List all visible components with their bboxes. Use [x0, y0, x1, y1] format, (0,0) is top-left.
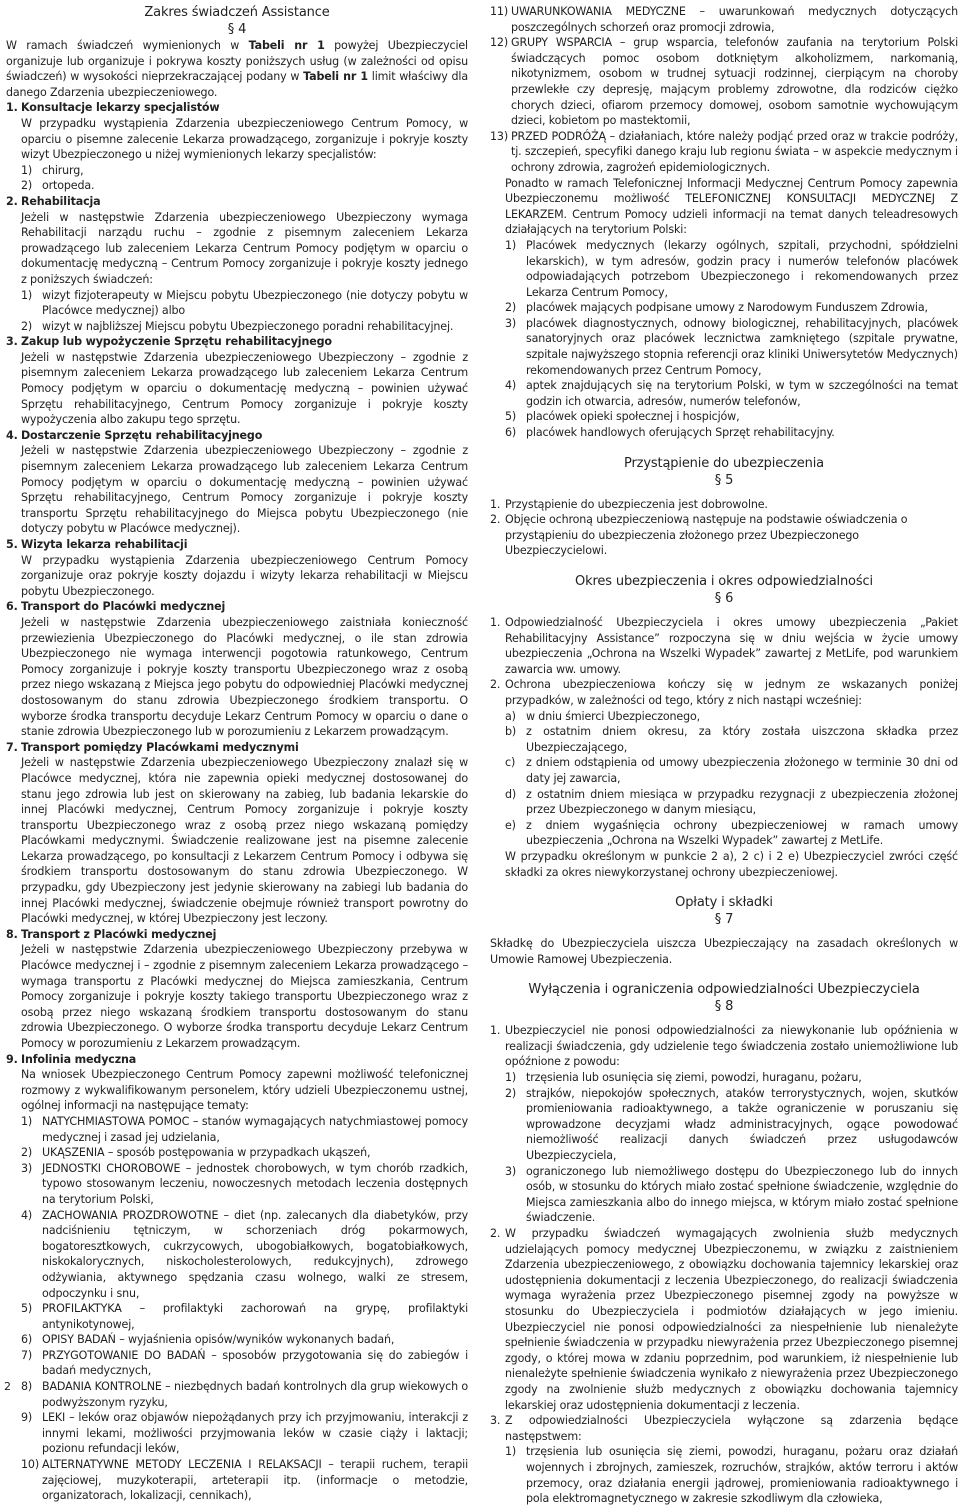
s5-item-text: Objęcie ochroną ubezpieczeniową następuje na podstawie oświadczenia o przystąpieniu do ubezpieczenia złożonego przez Ubezpieczonego Ubezpieczycielowi.: [505, 513, 908, 558]
list-item-number: c): [505, 756, 516, 770]
list-item-number: 12): [490, 36, 508, 50]
benefit-item: [6, 100, 468, 194]
benefit-heading: Transport do Placówki medycznej: [21, 600, 226, 614]
s5-title: Przystąpienie do ubezpieczenia: [624, 455, 824, 471]
list-item-text: trzęsienia lub osunięcia się ziemi, powodzi, huraganu, pożaru,: [526, 1071, 862, 1085]
infoline-topics-continued: [490, 4, 958, 176]
s5-item: [490, 497, 958, 513]
list-item-text: ograniczonego lub niemożliwego dostępu do Ubezpieczonego lub do innych osób, w stosunku do których miało zostać spełnione świadczenie, względnie do Miejsca zamieszkania albo do innego miejsca, w którym miało zostać spełnione świadczenie.: [526, 1164, 958, 1225]
benefit-heading: Dostarczenie Sprzętu rehabilitacyjnego: [21, 428, 263, 442]
list-item: [490, 129, 958, 176]
s5-item-number: 1.: [490, 497, 501, 511]
benefit-text: Jeżeli w następstwie Zdarzenia ubezpieczeniowego Ubezpieczony – zgodnie z pisemnym zaleceniem Lekarza prowadzącego lub zaleceniem Lekarza Centrum Pomocy podjętym w oparciu o dokumentację medyczną – powinien używać Sprzętu rehabilitacyjnego, Centrum Pomocy zorganizuje i pokryje koszty transportu Sprzętu rehabilitacyjnego do Miejsca pobytu Ubezpieczonego (nie dotyczy pobytu w Placówce medycznej).: [21, 444, 468, 536]
list-item: [21, 1145, 468, 1161]
s8-paragraph: § 8: [714, 999, 734, 1015]
benefit-heading: Konsultacje lekarzy specjalistów: [21, 101, 220, 115]
list-item: [505, 238, 958, 300]
list-item: [505, 709, 958, 725]
benefit-number: 2.: [6, 194, 18, 208]
list-item-number: 3): [21, 1161, 33, 1175]
benefit-item: [6, 537, 468, 599]
benefit-number: 5.: [6, 538, 18, 551]
list-item: [505, 316, 958, 378]
list-item: [21, 1379, 468, 1410]
benefit-text: Na wniosek Ubezpieczonego Centrum Pomocy zapewni możliwość telefonicznej rozmowy z wykwalifikowanym personelem, który udzieli Ubezpieczonemu ustnej, ogólnej informacji na następujące tematy:: [21, 1068, 468, 1113]
list-item: [505, 818, 958, 849]
list-item-text: z dniem odstąpienia od umowy ubezpieczenia złożonego w terminie 30 dni od daty jej zawarcia,: [526, 756, 958, 785]
list-item: [505, 755, 958, 786]
list-item-number: 10): [21, 1458, 39, 1472]
benefit-text: Jeżeli w następstwie Zdarzenia ubezpieczeniowego zaistniała konieczność przewiezienia Ubezpieczonego do Placówki medycznej, o ile stan zdrowia Ubezpieczonego nie wymaga interwencji pogotowia ratunkowego, Centrum Pomocy zorganizuje i pokryje koszty transportu Ubezpieczonego wraz z osobą przez niego wskazaną z Miejsca jego pobytu do odpowiedniej Placówki medycznej dostosowanym do stanu zdrowia Ubezpieczonego środkiem transportu. O wyborze środka transportu decyduje Lekarz Centrum Pomocy w oparciu o dane o stanie zdrowia Ubezpieczonego lub w porozumieniu z Lekarzem prowadzącym.: [21, 615, 468, 739]
benefit-text: W przypadku wystąpienia Zdarzenia ubezpieczeniowego Centrum Pomocy, w oparciu o pisemne zalecenie Lekarza prowadzącego, zorganizuje i pokryje koszty wizyt Ubezpieczonego u niżej wymienionych lekarzy specjalistów:: [21, 116, 468, 162]
left-column: [6, 4, 468, 1504]
list-item-number: 11): [490, 5, 508, 18]
list-item: [505, 1086, 958, 1164]
list-item-text: w dniu śmierci Ubezpieczonego,: [526, 709, 701, 723]
benefit-item: [6, 194, 468, 334]
list-item: [21, 178, 468, 194]
list-item-text: trzęsienia lub osunięcia się ziemi, powodzi, huraganu, pożaru oraz działań wojennych i zbrojnych, zamieszek, rozruchów, strajków, aktów terroru i aktów przemocy, oraz działania energii jądrowej, promieniowania radioaktywnego i pola elektromagnetycznego w zakresie szkodliwym dla człowieka,: [526, 1445, 958, 1506]
list-item: [505, 378, 958, 409]
s7-text: Składkę do Ubezpieczyciela uiszcza Ubezpieczający na zasadach określonych w Umowie Ramowej Ubezpieczenia.: [490, 937, 958, 966]
list-item-number: 8): [21, 1380, 33, 1394]
list-item: [505, 300, 958, 316]
list-item-text: ZACHOWANIA PROZDROWOTNE – diet (np. zalecanych dla diabetyków, przy nadciśnieniu tętniczym, w schorzeniach dróg pokarmowych, bogatoresztkowych, cukrzycowych, ubogobiałkowych, bogatobiałkowych, niskokalorycznych, niskocholesterolowych, redukcyjnych), zdrowego odżywiania, aktywnego spędzania czasu wolnego, walki ze stresem, odpoczynku i snu,: [42, 1208, 468, 1300]
benefit-text: Jeżeli w następstwie Zdarzenia ubezpieczeniowego Ubezpieczony znalazł się w Placówce medycznej, która nie zapewnia opieki medycznej dostosowanej do stanu jego zdrowia lub jest on skierowany na zabieg, lub badania lekarskie do innej Placówki medycznej, Centrum Pomocy zorganizuje i pokryje koszty transportu Ubezpieczonego wraz z osobą przez niego wskazaną pomiędzy Placówkami medycznymi. Świadczenie realizowane jest na pisemne zalecenie Lekarza prowadzącego, po konsultacji z Lekarzem Centrum Pomocy i odbywa się środkiem transportu dostosowanym do stanu zdrowia Ubezpieczonego. W przypadku, gdy Ubezpieczony jest jedynie skierowany na zabiegi lub badania do innej Placówki medycznej, świadczenie obejmuje również transport powrotny do Placówki medycznej, w której Ubezpieczony jest leczony.: [21, 756, 468, 926]
list-item-number: 3): [505, 1164, 517, 1178]
s5-list: [490, 497, 958, 559]
list-item-number: 1): [21, 288, 33, 302]
benefit-number: 9.: [6, 1052, 18, 1066]
list-item-text: wizyt fizjoterapeuty w Miejscu pobytu Ubezpieczonego (nie dotyczy pobytu w Placówce medycznej) albo: [42, 288, 468, 318]
list-item-number: d): [505, 787, 517, 801]
list-item: [505, 1444, 958, 1506]
list-item-text: z ostatnim dniem okresu, za który została uiszczona składka przez Ubezpieczającego,: [526, 725, 958, 754]
list-item-number: 2): [505, 1086, 517, 1100]
list-item: [505, 425, 958, 441]
list-item: [505, 1070, 958, 1086]
list-item-text: UWARUNKOWANIA MEDYCZNE – uwarunkowań medycznych dotyczących poszczególnych schorzeń oraz promocji zdrowia,: [511, 5, 958, 34]
benefit-item: [6, 1052, 468, 1504]
benefit-item: [6, 334, 468, 428]
list-item-number: 4): [505, 379, 517, 393]
list-item: [21, 1161, 468, 1208]
list-item-number: 1): [21, 163, 33, 177]
list-item: [490, 4, 958, 35]
list-item-number: 2): [21, 319, 33, 333]
list-item-text: ortopeda.: [42, 179, 95, 193]
list-item: [21, 288, 468, 319]
benefit-item: [6, 599, 468, 739]
list-item-text: placówek opieki społecznej i hospicjów,: [526, 410, 740, 424]
list-item-number: 1): [505, 1071, 517, 1085]
list-item-number: 2): [505, 301, 517, 315]
list-item-number: 1): [505, 1445, 517, 1459]
list-item-text: PRZYGOTOWANIE DO BADAŃ – sposobów przygotowania się do zabiegów i badań medycznych,: [42, 1348, 468, 1378]
list-item: [505, 787, 958, 818]
list-item-text: GRUPY WSPARCIA – grup wsparcia, telefonów zaufania na terytorium Polski świadczących pomoc osobom dotkniętym alkoholizmem, narkomanią, nikotynizmem, osobom w trudnej sytuacji rodzinnej, cierpiącym na choroby przewlekłe czy depresję, mającym problemy zdrowotne, dla rodziców ciężko chorych dzieci, ofiarom przemocy domowej, osobom samotnie wychowującym dzieci, kobietom po mastektomii,: [511, 36, 958, 128]
list-item-number: 6): [505, 426, 517, 440]
intro-paragraph: W ramach świadczeń wymienionych w Tabeli nr 1 powyżej Ubezpieczyciel organizuje lub organizuje i pokrywa koszty poniższych usług (w zależności od opisu świadczeń) w wysokości nieprzekraczającej podany w Tabeli nr 1 limit właściwy dla danego Zdarzenia ubezpieczeniowego.: [6, 39, 468, 99]
list-item-text: strajków, niepokojów społecznych, ataków terrorystycznych, wojen, skutków promieniowania radioaktywnego, a także ograniczenie w poruszaniu się wprowadzone decyzjami władz administracyjnych, ogące powodować niemożliwość realizacji danych świadczeń przez usługodawców Ubezpieczyciela,: [526, 1086, 958, 1163]
list-item-number: 3): [505, 316, 517, 330]
paragraph-number: § 4: [227, 22, 247, 37]
list-item-number: 6): [21, 1333, 33, 1347]
list-item-number: 4): [21, 1208, 33, 1222]
list-item-text: placówek diagnostycznych, odnowy biologicznej, rehabilitacyjnych, placówek sanatoryjnych oraz placówek lecznictwa zamkniętego (szpitale prywatne, szpitale najwyższego stopnia referencji oraz kliniki Uniwersytetów Medycznych) rekomendowanych przez Centrum Pomocy,: [526, 316, 958, 377]
s6-title: Okres ubezpieczenia i okres odpowiedzialności: [575, 574, 873, 589]
list-item-number: a): [505, 709, 516, 723]
list-item-text: LEKI – leków oraz objawów niepożądanych przy ich przyjmowaniu, interakcji z innymi lekami, możliwości przyjmowania leków w czasie ciąży i laktacji; pozionu refundacji leków,: [42, 1411, 468, 1456]
list-item-text: OPISY BADAŃ – wyjaśnienia opisów/wyników wykonanych badań,: [42, 1333, 395, 1347]
s6-item-1: 1. Odpowiedzialność Ubezpieczyciela i okres umowy ubezpieczenia „Pakiet Rehabilitacyjny Assistance” rozpoczyna się w dniu wejścia w życie umowy ubezpieczenia „Ochrona na Wszelki Wypadek” zawartej z MetLife, pod warunkiem zawarcia ww. umowy.: [490, 616, 958, 676]
list-item-text: z dniem wygaśnięcia ochrony ubezpieczeniowej w ramach umowy ubezpieczenia „Ochrona na Wszelki Wypadek” zawartej z MetLife.: [526, 818, 958, 848]
list-item-number: 2): [21, 179, 33, 193]
list-item-text: BADANIA KONTROLNE – niezbędnych badań kontrolnych dla grup wiekowych o podwyższonym ryzyku,: [42, 1380, 468, 1409]
s8-title: Wyłączenia i ograniczenia odpowiedzialności Ubezpieczyciela: [528, 982, 920, 998]
list-item-number: 9): [21, 1411, 33, 1425]
s6-item-2: 2. Ochrona ubezpieczeniowa kończy się w jednym ze wskazanych poniżej przypadków, w zależności od tego, który z nich nastąpi wcześniej: a) w dniu śmierci Ubezpieczonego, b) z ostatnim dniem okresu, za który została uiszczona składka przez Ubezpieczającego, c) z dniem odstąpienia od umowy ubezpieczenia złożonego w terminie 30 dni od daty jej zawarcia, d) z ostatnim dniem miesiąca w przypadku rezygnacji z ubezpieczenia złożonej przez Ubezpieczonego w danym miesiącu, e) z dniem wygaśnięcia ochrony ubezpieczeniowej w ramach umowy ubezpieczenia „Ochrona na Wszelki Wypadek” zawartej z MetLife. W przypadku określonym w punkcie 2 a), 2 c) i 2 e) Ubezpieczyciel zwróci część składki za okres niewykorzystanej ochrony ubezpieczeniowej.: [490, 678, 958, 879]
list-item-text: ALTERNATYWNE METODY LECZENIA I RELAKSACJI – terapii ruchem, terapii zajęciowej, muzykoterapii, arteterapii itp. (informacje o metodzie, organizatorach, lokalizacji, cennikach),: [42, 1458, 468, 1503]
list-item-text: UKĄSZENIA – sposób postępowania w przypadkach ukąszeń,: [42, 1146, 371, 1160]
list-item-number: 5): [505, 410, 517, 424]
list-item-number: 1): [21, 1114, 33, 1128]
list-item: [21, 1114, 468, 1145]
list-item: [490, 35, 958, 129]
list-item: [21, 1457, 468, 1504]
list-item-text: placówek handlowych oferujących Sprzęt rehabilitacyjny.: [526, 426, 835, 440]
s6-after: W przypadku określonym w punkcie 2 a), 2 c) i 2 e) Ubezpieczyciel zwróci część składki za okres niewykorzystanej ochrony ubezpieczeniowej.: [505, 849, 958, 879]
benefit-number: 7.: [6, 740, 18, 754]
list-item: [21, 1208, 468, 1302]
list-item-text: aptek znajdujących się na terytorium Polski, w tym w szczególności na temat godzin ich otwarcia, adresów, numerów telefonów,: [526, 379, 958, 408]
benefit-number: 8.: [6, 927, 18, 941]
list-item-number: 7): [21, 1348, 33, 1362]
right-column: [490, 4, 958, 1507]
tele-consult-list: [490, 238, 958, 441]
benefit-heading: Rehabilitacja: [21, 194, 101, 208]
list-item-text: NATYCHMIASTOWA POMOC – stanów wymagających natychmiastowej pomocy medycznej i zasad jej udzielania,: [42, 1114, 468, 1144]
benefit-text: Jeżeli w następstwie Zdarzenia ubezpieczeniowego Ubezpieczony przebywa w Placówce medycznej i – zgodnie z pisemnym zaleceniem Lekarza prowadzącego – wymaga transportu z Placówki medycznej do Miejsca zamieszkania, Centrum Pomocy zorganizuje i pokryje koszty takiego transportu Ubezpieczonego wraz z osobą przez niego wskazaną środkiem transportu dostosowanym do stanu zdrowia Ubezpieczonego. O wyborze środka transportu decyduje Lekarz Centrum Pomocy w porozumieniu z Lekarzem prowadzącym.: [21, 943, 468, 1050]
benefit-number: 3.: [6, 335, 18, 349]
s5-item-number: 2.: [490, 513, 501, 527]
list-item: [21, 1301, 468, 1332]
s5-item-text: Przystąpienie do ubezpieczenia jest dobrowolne.: [505, 497, 768, 511]
list-item-number: e): [505, 818, 516, 832]
list-item-number: 1): [505, 238, 517, 252]
s8-item-1: 1. Ubezpieczyciel nie ponosi odpowiedzialności za niewykonanie lub opóźnienia w realizacji świadczenia, gdy udzielenie tego świadczenia zostało uniemożliwione lub opóźnione z powodu: 1) trzęsienia lub osunięcia się ziemi, powodzi, huraganu, pożaru, 2) strajków, niepokojów społecznych, ataków terrorystycznych, wojen, skutków promieniowania radioaktywnego, a także ograniczenie w poruszaniu się wprowadzone decyzjami władz administracyjnych, ogące powodować niemożliwość realizacji danych świadczeń przez usługodawców Ubezpieczyciela, 3) ograniczonego lub niemożliwego dostępu do Ubezpieczonego lub do innych osób, w stosunku do których miało zostać spełnione świadczenie, względnie do Miejsca zamieszkania albo do innego miejsca, w którym miało zostać spełnione świadczenie.: [490, 1024, 958, 1225]
benefit-list: [6, 100, 468, 1503]
benefit-heading: Infolinia medyczna: [21, 1052, 137, 1066]
list-item: [21, 1410, 468, 1457]
benefit-item: [6, 740, 468, 927]
list-item: [21, 1332, 468, 1348]
benefit-text: W przypadku wystąpienia Zdarzenia ubezpieczeniowego Centrum Pomocy zorganizuje oraz pokryje koszty dojazdu i wizyty lekarza rehabilitacji w Miejscu pobytu Ubezpieczonego.: [21, 553, 468, 598]
s8-item-3: 3. Z odpowiedzialności Ubezpieczyciela wyłączone są zdarzenia będące następstwem: 1) trzęsienia lub osunięcia się ziemi, powodzi, huraganu, pożaru oraz działań wojennych i zbrojnych, zamieszek, rozruchów, strajków, aktów terroru i aktów przemocy, oraz działania energii jądrowej, promieniowania radioaktywnego i pola elektromagnetycznego w zakresie szkodliwym dla człowieka,: [490, 1414, 958, 1506]
tele-consult-paragraph: Ponadto w ramach Telefonicznej Informacji Medycznej Centrum Pomocy zapewnia Ubezpieczonemu możliwość TELEFONICZNEJ KONSULTACJI MEDYCZNEJ Z LEKARZEM. Centrum Pomocy udzieli informacji na temat danych teleadresowych działających na terytorium Polski:: [505, 176, 958, 237]
benefit-item: [6, 927, 468, 1052]
list-item-text: Placówek medycznych (lekarzy ogólnych, szpitali, przychodni, spółdzielni lekarskich), w tym adresów, godzin pracy i numerów telefonów placówek odpowiadających potrzebom Ubezpieczonego i rekomendowanych przez Lekarza Centrum Pomocy,: [526, 238, 958, 299]
benefit-number: 4.: [6, 428, 18, 442]
list-item: [505, 1164, 958, 1226]
list-item: [21, 163, 468, 179]
list-item: [505, 724, 958, 755]
list-item-text: JEDNOSTKI CHOROBOWE – jednostek chorobowych, w tym chorób rzadkich, typowo stosowanym leczeniu, nowoczesnych metodach leczenia dostępnych na terytorium Polski,: [42, 1161, 468, 1206]
benefit-item: [6, 428, 468, 537]
list-item-text: placówek mających podpisane umowy z Narodowym Funduszem Zdrowia,: [526, 301, 928, 315]
page-number: 2: [4, 1380, 11, 1393]
list-item-text: chirurg,: [42, 163, 84, 177]
s8-item-2: 2. W przypadku świadczeń wymagających zwolnienia służb medycznych udzielających pomocy medycznej Ubezpieczonemu, w związku z zaistnieniem Zdarzenia ubezpieczeniowego, z obowiązku dochowania tajemnicy lekarskiej oraz udostępnienia dokumentacji z leczenia Ubezpieczonego, do realizacji świadczenia wymaga wyrażenia przez Ubezpieczonego pisemnej zgody na powyższe w stosunku do Ubezpieczyciela i podmiotów działających w jego imieniu. Ubezpieczyciel nie ponosi odpowiedzialności za niespełnienie lub nienależyte spełnienie świadczenia w przypadku niewyrażenia przez Ubezpieczonego pisemnej zgody, o której mowa w zdaniu poprzednim, pod warunkiem, iż niespełnienie lub nienależyte spełnienie świadczenia wynikało z niewyrażenia przez Ubezpieczonego zgody na zwolnienie służb medycznych z obowiązku dochowania tajemnicy lekarskiej oraz udostępnienia dokumentacji z leczenia.: [490, 1227, 958, 1412]
s6-paragraph: § 6: [714, 591, 734, 606]
benefit-number: 1.: [6, 101, 18, 115]
benefit-heading: Transport z Placówki medycznej: [21, 927, 217, 941]
list-item-text: wizyt w najbliższej Miejscu pobytu Ubezpieczonego poradni rehabilitacyjnej.: [42, 319, 454, 333]
list-item: [21, 319, 468, 335]
list-item-number: 2): [21, 1146, 33, 1160]
s5-paragraph: § 5: [714, 472, 734, 488]
list-item-text: z ostatnim dniem miesiąca w przypadku rezygnacji z ubezpieczenia złożonej przez Ubezpieczonego w danym miesiącu,: [526, 787, 958, 817]
list-item-text: PRZED PODRÓŻĄ – działaniach, które należy podjąć przed oraz w trakcie podróży, tj. szczepień, specyfiki danego kraju lub regionu świata – w aspekcie medycznym i ochrony zdrowia, zagrożeń epidemiologicznych.: [511, 129, 958, 174]
benefit-number: 6.: [6, 600, 18, 614]
section-title: Zakres świadczeń Assistance: [144, 5, 330, 20]
benefit-heading: Transport pomiędzy Placówkami medycznymi: [21, 740, 299, 754]
benefit-heading: Zakup lub wypożyczenie Sprzętu rehabilitacyjnego: [21, 335, 332, 349]
list-item-number: 5): [21, 1302, 33, 1316]
list-item-number: 13): [490, 129, 508, 143]
list-item: [505, 409, 958, 425]
benefit-heading: Wizyta lekarza rehabilitacji: [21, 538, 188, 551]
s7-title: Opłaty i składki: [675, 895, 773, 911]
list-item-number: b): [505, 725, 517, 739]
benefit-text: Jeżeli w następstwie Zdarzenia ubezpieczeniowego Ubezpieczony – zgodnie z pisemnym zaleceniem Lekarza prowadzącego lub zaleceniem Lekarza Centrum Pomocy podjętym w oparciu o dokumentację medyczną – powinien używać Sprzętu rehabilitacyjnego, Centrum Pomocy zorganizuje i pokryje koszty wypożyczenia albo zakupu tego sprzętu.: [21, 350, 468, 427]
s7-paragraph: § 7: [714, 912, 734, 928]
s5-item: [490, 512, 958, 559]
list-item-text: PROFILAKTYKA – profilaktyki zachorowań na grypę, profilaktyki antynikotynowej,: [42, 1302, 468, 1331]
benefit-text: Jeżeli w następstwie Zdarzenia ubezpieczeniowego Ubezpieczony wymaga Rehabilitacji narządu ruchu – zgodnie z pisemnym zaleceniem Lekarza prowadzącego lub zaleceniem Lekarza Centrum Pomocy podjętym w oparciu o dokumentację medyczną – Centrum Pomocy zorganizuje i pokryje koszty jednego z poniższych świadczeń:: [21, 210, 468, 286]
list-item: [21, 1348, 468, 1379]
